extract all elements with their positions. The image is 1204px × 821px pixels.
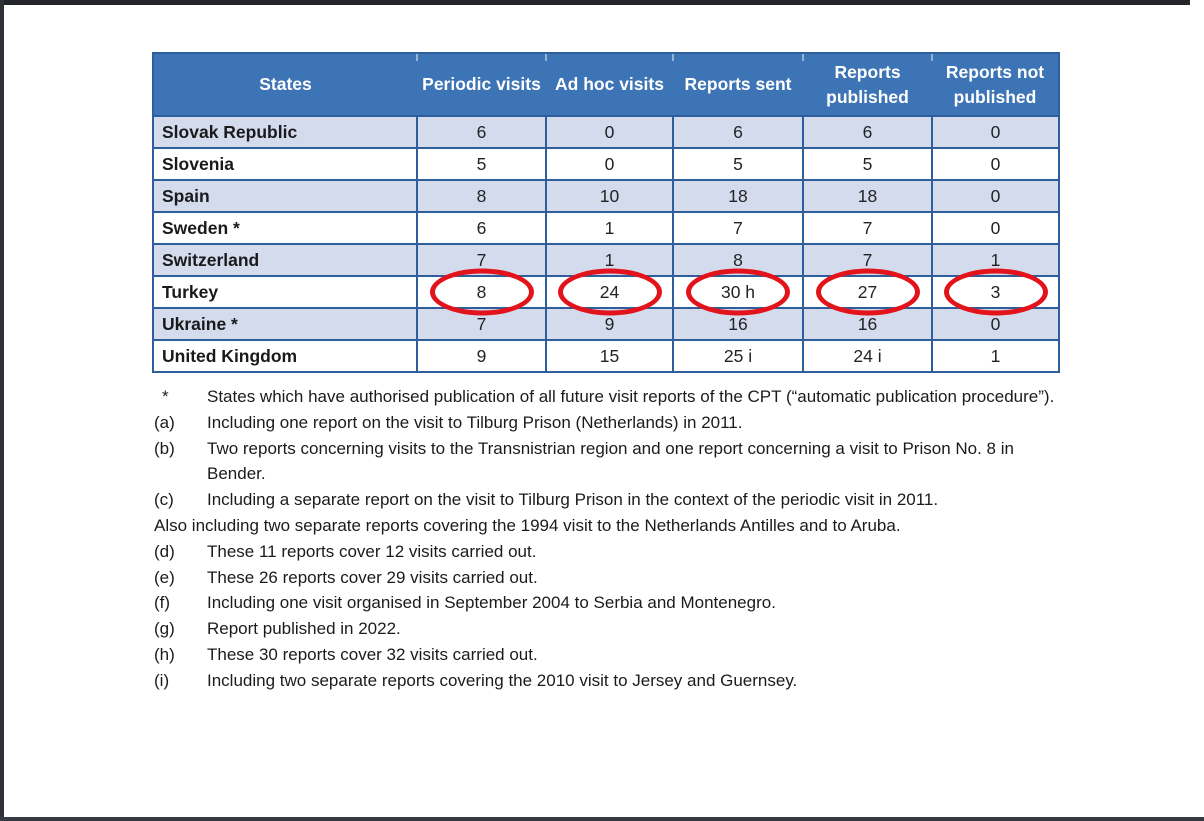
column-header: States xyxy=(153,53,417,116)
value-cell xyxy=(417,148,546,180)
cell-value: 1 xyxy=(604,249,615,270)
value-cell xyxy=(546,180,673,212)
cell-value: 7 xyxy=(862,249,873,270)
cell-value: 10 xyxy=(599,185,620,206)
value-cell xyxy=(932,212,1059,244)
footnotes xyxy=(154,384,1062,694)
page-edge-left xyxy=(0,0,4,821)
footnote-label: * xyxy=(162,387,169,406)
cell-value: 16 xyxy=(728,313,748,334)
cell-value: 25 i xyxy=(723,345,753,366)
footnote-text: Including two separate reports covering the 2010 visit to Jersey and Guernsey. xyxy=(207,670,798,690)
footnote-label: (g) xyxy=(154,619,175,639)
visits-table-container xyxy=(152,52,1060,373)
value-cell xyxy=(673,276,803,308)
cell-value: 6 xyxy=(476,217,487,238)
footnote-item xyxy=(154,384,1062,410)
state-cell: Slovenia xyxy=(153,148,417,180)
value-cell xyxy=(546,212,673,244)
table-row xyxy=(153,340,1059,372)
cell-value: 24 xyxy=(599,281,620,302)
value-cell xyxy=(417,116,546,148)
cell-value: 1 xyxy=(604,217,615,238)
table-row xyxy=(153,180,1059,212)
footnote-text: States which have authorised publication of all future visit reports of the CPT (“automatic publication procedure”). xyxy=(207,387,1055,406)
value-cell xyxy=(417,340,546,372)
table-row xyxy=(153,276,1059,308)
cell-value: 15 xyxy=(599,345,620,366)
footnote-item xyxy=(154,642,1062,668)
footnote-text: Including one visit organised in September 2004 to Serbia and Montenegro. xyxy=(207,593,776,613)
cell-value: 18 xyxy=(857,185,878,206)
state-cell: Switzerland xyxy=(153,244,417,276)
cell-value: 18 xyxy=(728,185,748,206)
footnote-item xyxy=(154,436,1062,488)
state-cell: Spain xyxy=(153,180,417,212)
cell-value: 6 xyxy=(733,121,743,142)
header-row xyxy=(153,53,1059,116)
footnote-item xyxy=(154,539,1062,565)
cell-value: 5 xyxy=(476,153,487,174)
state-cell: Ukraine * xyxy=(153,308,417,340)
footnote-item xyxy=(154,616,1062,642)
value-cell xyxy=(417,212,546,244)
cell-value: 8 xyxy=(476,185,487,206)
value-cell xyxy=(417,276,546,308)
cell-value: 1 xyxy=(990,345,1001,366)
cell-value: 16 xyxy=(857,313,878,334)
value-cell xyxy=(673,308,803,340)
cell-value: 0 xyxy=(604,153,615,174)
footnote-text: These 26 reports cover 29 visits carried out. xyxy=(207,567,538,587)
column-header: Periodic visits xyxy=(417,53,546,116)
table-row xyxy=(153,212,1059,244)
cell-value: 0 xyxy=(990,153,1001,174)
value-cell xyxy=(803,212,932,244)
cell-value: 6 xyxy=(862,121,873,142)
footnote-text: Including a separate report on the visit to Tilburg Prison in the context of the periodic visit in 2011. xyxy=(207,490,939,510)
cell-value: 7 xyxy=(862,217,873,238)
value-cell xyxy=(546,340,673,372)
cell-value: 0 xyxy=(990,217,1001,238)
state-cell: United Kingdom xyxy=(153,340,417,372)
footnote-item xyxy=(154,487,1062,513)
footnote-item xyxy=(154,410,1062,436)
cell-value: 0 xyxy=(990,185,1001,206)
cell-value: 9 xyxy=(604,313,615,334)
value-cell xyxy=(417,308,546,340)
cell-value: 8 xyxy=(476,281,487,302)
value-cell xyxy=(673,148,803,180)
footnote-text: These 11 reports cover 12 visits carried out. xyxy=(207,541,537,561)
value-cell xyxy=(803,340,932,372)
state-cell: Sweden * xyxy=(153,212,417,244)
cell-value: 6 xyxy=(476,121,487,142)
footnote-label: (b) xyxy=(154,438,175,458)
footnote-text: Report published in 2022. xyxy=(207,619,401,639)
footnote-label: (e) xyxy=(154,567,175,587)
table-row xyxy=(153,148,1059,180)
column-header: Reports sent xyxy=(673,53,803,116)
table-row xyxy=(153,244,1059,276)
value-cell xyxy=(546,244,673,276)
cell-value: 5 xyxy=(733,153,743,174)
cell-value: 0 xyxy=(990,313,1001,334)
footnote-label: (a) xyxy=(154,412,175,432)
value-cell xyxy=(546,116,673,148)
cell-value: 8 xyxy=(733,249,743,270)
visits-table xyxy=(152,52,1060,373)
value-cell xyxy=(803,308,932,340)
value-cell xyxy=(546,308,673,340)
cell-value: 24 i xyxy=(853,345,882,366)
value-cell xyxy=(803,116,932,148)
footnote-label: (f) xyxy=(154,593,171,613)
footnote-item xyxy=(154,668,1062,694)
value-cell xyxy=(932,116,1059,148)
footnote-label: (c) xyxy=(154,490,174,510)
value-cell xyxy=(932,148,1059,180)
cell-value: 30 h xyxy=(720,281,756,302)
value-cell xyxy=(546,148,673,180)
cell-value: 1 xyxy=(990,249,1001,270)
footnote-text: Including one report on the visit to Tilburg Prison (Netherlands) in 2011. xyxy=(207,412,743,432)
value-cell xyxy=(803,180,932,212)
state-cell: Turkey xyxy=(153,276,417,308)
value-cell xyxy=(673,212,803,244)
page-edge-top xyxy=(0,0,1190,5)
footnote-text: Two reports concerning visits to the Transnistrian region and one report concerning a visit to Prison No. 8 in Bender. xyxy=(207,438,1014,484)
page-edge-bottom xyxy=(0,817,1204,821)
footnote-item xyxy=(154,565,1062,591)
table-body xyxy=(153,116,1059,372)
value-cell xyxy=(932,244,1059,276)
cell-value: 0 xyxy=(990,121,1001,142)
value-cell xyxy=(673,180,803,212)
value-cell xyxy=(673,116,803,148)
cell-value: 5 xyxy=(862,153,873,174)
cell-value: 7 xyxy=(476,249,487,270)
value-cell xyxy=(803,244,932,276)
footnote-text: These 30 reports cover 32 visits carried out. xyxy=(207,644,538,664)
footnote-item xyxy=(154,590,1062,616)
value-cell xyxy=(932,276,1059,308)
value-cell xyxy=(673,244,803,276)
state-cell: Slovak Republic xyxy=(153,116,417,148)
cell-value: 0 xyxy=(604,121,615,142)
value-cell xyxy=(932,180,1059,212)
value-cell xyxy=(932,308,1059,340)
column-header: Reports not published xyxy=(932,53,1059,116)
value-cell xyxy=(546,276,673,308)
footnote-label: (h) xyxy=(154,644,175,664)
cell-value: 7 xyxy=(733,217,743,238)
value-cell xyxy=(417,180,546,212)
column-header: Reports published xyxy=(803,53,932,116)
cell-value: 27 xyxy=(857,281,878,302)
value-cell xyxy=(803,276,932,308)
footnote-label: (d) xyxy=(154,541,175,561)
value-cell xyxy=(803,148,932,180)
cell-value: 9 xyxy=(476,345,487,366)
table-row xyxy=(153,116,1059,148)
table-row xyxy=(153,308,1059,340)
footnote-label: (i) xyxy=(154,670,170,690)
column-header: Ad hoc visits xyxy=(546,53,673,116)
cell-value: 3 xyxy=(990,281,1001,302)
value-cell xyxy=(673,340,803,372)
cell-value: 7 xyxy=(476,313,487,334)
value-cell xyxy=(417,244,546,276)
footnote-continuation: Also including two separate reports covering the 1994 visit to the Netherlands Antilles and to Aruba. xyxy=(154,515,901,535)
value-cell xyxy=(932,340,1059,372)
